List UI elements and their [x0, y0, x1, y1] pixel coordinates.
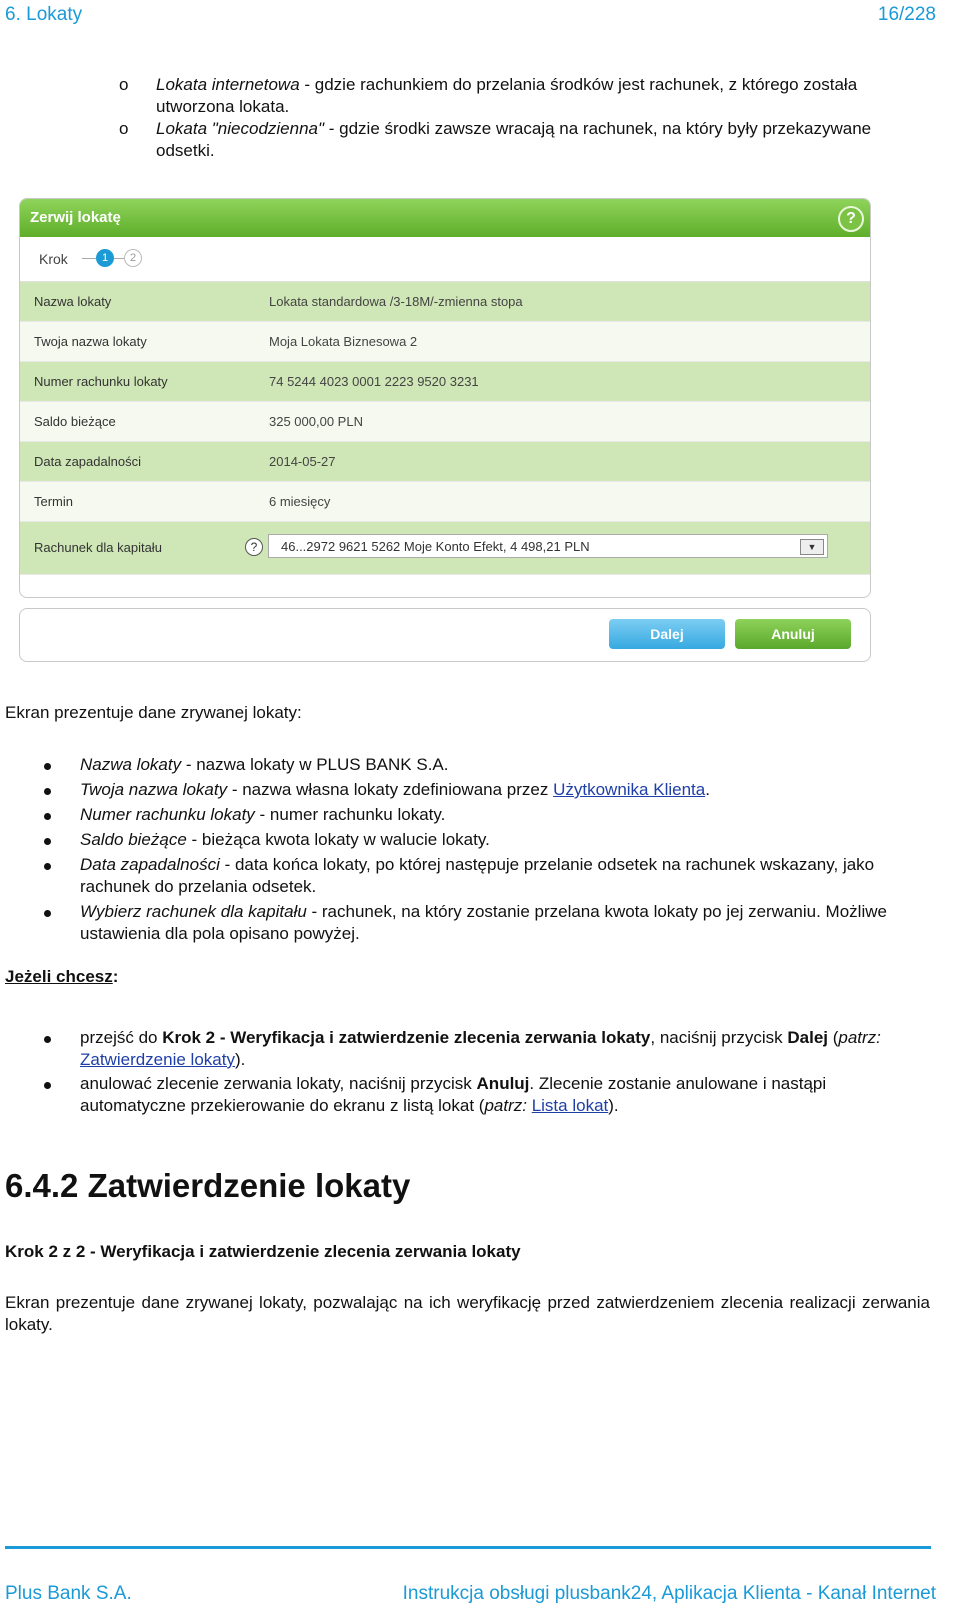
action-text: przejść do — [80, 1028, 163, 1047]
options-list — [0, 74, 960, 162]
step-2-badge: 2 — [124, 249, 142, 267]
zatwierdzenie-lokaty-link[interactable]: Zatwierdzenie lokaty — [80, 1050, 235, 1069]
action-text: , naciśnij przycisk — [650, 1028, 788, 1047]
step-connector — [82, 258, 96, 259]
field-term: Data zapadalności — [80, 855, 220, 874]
section-heading: 6.4.2 Zatwierdzenie lokaty — [5, 1167, 411, 1204]
option-text: - gdzie środki zawsze wracają na rachunek, na który były przekazywane odsetki. — [156, 119, 872, 160]
field-value: 325 000,00 PLN — [269, 414, 363, 429]
description-paragraph: Ekran prezentuje dane zrywanej lokaty, pozwalając na ich weryfikację przed zatwierdzeniem zlecenia realizacji zerwania lokaty. — [5, 1293, 930, 1334]
account-select-value: 46...2972 9621 5262 Moje Konto Efekt, 4 498,21 PLN — [281, 539, 590, 554]
bullet-icon — [44, 788, 51, 795]
field-desc: - rachunek, na który zostanie przelana kwota lokaty po jej zerwaniu. Możliwe ustawienia dla pola opisano powyżej. — [80, 902, 887, 943]
see-label: patrz: — [838, 1028, 881, 1047]
field-label: Twoja nazwa lokaty — [34, 334, 147, 349]
action-text: ( — [828, 1028, 839, 1047]
field-value: 2014-05-27 — [269, 454, 336, 469]
actions-list — [0, 1027, 960, 1119]
option-text: - gdzie rachunkiem do przelania środków jest rachunek, z którego została utworzona lokata. — [156, 75, 858, 116]
circle-bullet-icon: o — [119, 75, 129, 94]
see-label: patrz: — [484, 1096, 527, 1115]
field-row-nazwa-lokaty — [20, 282, 870, 322]
field-term: Saldo bieżące — [80, 830, 187, 849]
panel-header — [20, 199, 870, 237]
field-term: Twoja nazwa lokaty — [80, 780, 228, 799]
step-indicator — [20, 237, 870, 282]
step-subheading: Krok 2 z 2 - Weryfikacja i zatwierdzenie zlecenia zerwania lokaty — [5, 1242, 521, 1261]
field-desc: - nazwa lokaty w PLUS BANK S.A. — [181, 755, 449, 774]
field-row-termin — [20, 482, 870, 522]
step-connector — [114, 258, 124, 259]
header-page-number: 16/228 — [877, 4, 936, 25]
field-desc: - nazwa własna lokaty zdefiniowana przez — [227, 780, 554, 799]
field-desc: - bieżąca kwota lokaty w walucie lokaty. — [186, 830, 490, 849]
list-item — [0, 779, 960, 801]
if-want-heading — [5, 966, 118, 988]
field-desc: - data końca lokaty, po której następuje przelanie odsetek na rachunek wskazany, jako rachunek do przelania odsetek. — [80, 855, 875, 896]
footer-doc-title: Instrukcja obsługi plusbank24, Aplikacja Klienta - Kanał Internet — [402, 1583, 936, 1604]
step-1-badge: 1 — [96, 249, 114, 267]
field-label: Saldo bieżące — [34, 414, 116, 429]
option-item — [0, 74, 960, 118]
list-item — [0, 1027, 960, 1071]
action-text: ). — [608, 1096, 619, 1115]
uzytkownik-klienta-link[interactable]: Użytkownika Klienta — [553, 780, 706, 799]
if-want-colon: : — [112, 967, 119, 986]
bullet-icon — [44, 1036, 51, 1043]
list-item — [0, 901, 960, 945]
field-value: Lokata standardowa /3-18M/-zmienna stopa — [269, 294, 523, 309]
field-desc: - numer rachunku lokaty. — [254, 805, 446, 824]
action-step-ref: Krok 2 - Weryfikacja i zatwierdzenie zlecenia zerwania lokaty — [162, 1028, 651, 1047]
zerwij-lokate-panel — [19, 198, 871, 598]
field-row-twoja-nazwa — [20, 322, 870, 362]
field-value: 74 5244 4023 0001 2223 9520 3231 — [269, 374, 479, 389]
chevron-down-icon[interactable]: ▼ — [800, 539, 824, 555]
action-button-ref: Dalej — [787, 1028, 828, 1047]
footer-company: Plus Bank S.A. — [5, 1583, 132, 1604]
button-bar — [19, 608, 871, 662]
bullet-icon — [44, 813, 51, 820]
list-item — [0, 1073, 960, 1117]
action-text: . Zlecenie zostanie anulowane i nastąpi automatyczne przekierowanie do ekranu z listą lokat ( — [80, 1074, 827, 1115]
field-label: Data zapadalności — [34, 454, 141, 469]
field-label: Nazwa lokaty — [34, 294, 112, 309]
bullet-icon — [44, 910, 51, 917]
next-button[interactable]: Dalej — [609, 619, 725, 649]
field-label: Numer rachunku lokaty — [34, 374, 168, 389]
field-row-numer-rachunku — [20, 362, 870, 402]
footer-divider — [5, 1546, 931, 1549]
field-row-saldo — [20, 402, 870, 442]
option-item — [0, 118, 960, 162]
field-value: 6 miesięcy — [269, 494, 331, 509]
bullet-icon — [44, 1082, 51, 1089]
bullet-icon — [44, 863, 51, 870]
header-section-title: 6. Lokaty — [5, 4, 83, 25]
help-icon[interactable]: ? — [838, 206, 864, 232]
list-item — [0, 754, 960, 776]
circle-bullet-icon: o — [119, 119, 129, 138]
cancel-button[interactable]: Anuluj — [735, 619, 851, 649]
step-label: Krok — [39, 251, 68, 267]
field-row-data-zapadalnosci — [20, 442, 870, 482]
action-button-ref: Anuluj — [476, 1074, 530, 1093]
option-term: Lokata "niecodzienna" — [156, 119, 325, 138]
panel-title: Zerwij lokatę — [30, 209, 121, 226]
help-icon[interactable]: ? — [245, 538, 263, 556]
field-description-list — [0, 754, 960, 948]
if-want-label: Jeżeli chcesz — [5, 967, 113, 986]
field-label: Rachunek dla kapitału — [34, 540, 162, 555]
list-item — [0, 804, 960, 826]
action-text: ). — [234, 1050, 246, 1069]
option-term: Lokata internetowa — [156, 75, 300, 94]
list-item — [0, 829, 960, 851]
field-value: Moja Lokata Biznesowa 2 — [269, 334, 418, 349]
bullet-icon — [44, 838, 51, 845]
field-term: Numer rachunku lokaty — [80, 805, 255, 824]
list-item — [0, 854, 960, 898]
bullet-icon — [44, 763, 51, 770]
account-select[interactable] — [268, 534, 828, 558]
lista-lokat-link[interactable]: Lista lokat — [531, 1096, 609, 1115]
field-desc-after: . — [705, 780, 710, 799]
field-term: Wybierz rachunek dla kapitału — [80, 902, 307, 921]
action-text: anulować zlecenie zerwania lokaty, naciśnij przycisk — [80, 1074, 477, 1093]
field-row-rachunek-kapitalu — [20, 522, 870, 575]
field-term: Nazwa lokaty — [80, 755, 182, 774]
field-label: Termin — [34, 494, 74, 509]
intro-paragraph: Ekran prezentuje dane zrywanej lokaty: — [5, 703, 302, 722]
